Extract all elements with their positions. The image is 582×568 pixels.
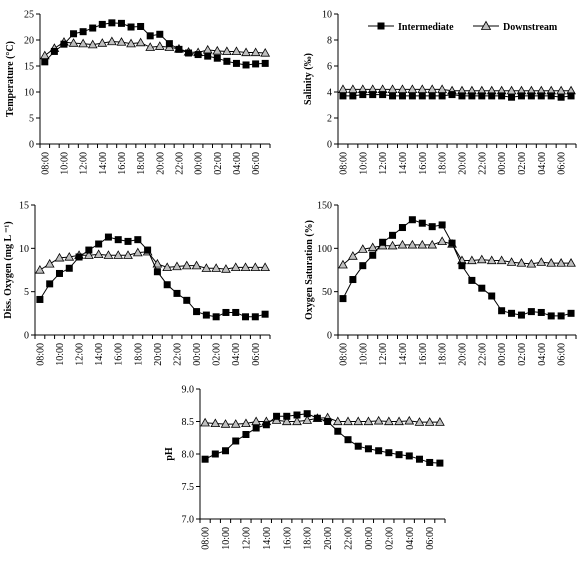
salinity-intermediate-point [548, 92, 555, 99]
oxygen-saturation-intermediate-point [498, 307, 505, 314]
ph-intermediate-point [263, 421, 270, 428]
ph-downstream-point [374, 417, 382, 424]
salinity-intermediate-point [379, 91, 386, 98]
oxygen-saturation-downstream-point [349, 252, 357, 259]
dissolved-oxygen-intermediate-point [164, 281, 171, 288]
oxygen-saturation-intermediate-point [538, 309, 545, 316]
dissolved-oxygen-panel [3, 201, 270, 366]
ph-ytick-label: 7.0 [181, 514, 194, 526]
dissolved-oxygen-xtick-label: 20:00 [152, 343, 164, 366]
salinity-intermediate-point [369, 91, 376, 98]
ph-downstream-point [201, 419, 209, 426]
temperature-intermediate-point [51, 48, 58, 55]
oxygen-saturation-intermediate-point [548, 312, 555, 319]
salinity-intermediate-point [449, 91, 456, 98]
salinity-xtick-label: 06:00 [556, 152, 568, 175]
ph-intermediate-point [355, 443, 362, 450]
ph-intermediate-point [273, 413, 280, 420]
dissolved-oxygen-downstream-point [183, 261, 191, 268]
salinity-xtick-label: 20:00 [457, 152, 469, 175]
oxygen-saturation-xtick-label: 22:00 [477, 343, 489, 366]
ph-xtick-label: 18:00 [302, 527, 314, 550]
ph-intermediate-point [222, 447, 229, 454]
temperature-intermediate-point [80, 28, 87, 35]
ph-ytick-label: 8.5 [181, 417, 194, 428]
salinity-downstream-point [438, 85, 446, 92]
dissolved-oxygen-ytick-label: 5 [24, 287, 29, 299]
oxygen-saturation-intermediate-point [429, 223, 436, 230]
salinity-ytick-label: 8 [327, 35, 332, 47]
temperature-downstream-point [204, 46, 212, 53]
ph-downstream-point [405, 417, 413, 424]
ph-xtick-label: 20:00 [323, 527, 335, 550]
dissolved-oxygen-xtick-label: 12:00 [74, 343, 86, 366]
temperature-xtick-label: 10:00 [59, 152, 71, 175]
temperature-intermediate-point [60, 41, 67, 48]
ph-intermediate-point [293, 412, 300, 419]
dissolved-oxygen-intermediate-point [154, 268, 161, 275]
salinity-downstream-point [398, 85, 406, 92]
ph-xtick-label: 02:00 [384, 527, 396, 550]
legend-downstream-label: Downstream [503, 22, 558, 33]
oxygen-saturation-intermediate-point [528, 308, 535, 315]
oxygen-saturation-ytick-label: 50 [322, 287, 332, 299]
dissolved-oxygen-intermediate-point [95, 241, 102, 248]
oxygen-saturation-intermediate-point [449, 240, 456, 247]
salinity-intermediate-point [339, 92, 346, 99]
ph-panel [164, 385, 445, 550]
dissolved-oxygen-downstream-point [114, 251, 122, 258]
temperature-ytick-label: 5 [29, 113, 34, 125]
ph-intermediate-point [242, 431, 249, 438]
oxygen-saturation-downstream-point [567, 259, 575, 266]
salinity-intermediate-point [389, 92, 396, 99]
temperature-xtick-label: 06:00 [251, 152, 263, 175]
temperature-xtick-label: 12:00 [78, 152, 90, 175]
dissolved-oxygen-xtick-label: 08:00 [35, 343, 47, 366]
dissolved-oxygen-xtick-label: 02:00 [211, 343, 223, 366]
oxygen-saturation-intermediate-point [518, 312, 525, 319]
dissolved-oxygen-downstream-point [45, 260, 53, 267]
oxygen-saturation-downstream-point [557, 259, 565, 266]
salinity-intermediate-point [349, 92, 356, 99]
salinity-intermediate-point [429, 92, 436, 99]
salinity-intermediate-point [419, 92, 426, 99]
oxygen-saturation-xtick-label: 16:00 [417, 343, 429, 366]
temperature-downstream-point [108, 37, 116, 44]
ph-intermediate-point [385, 449, 392, 456]
oxygen-saturation-downstream-line [343, 241, 571, 264]
oxygen-saturation-xtick-label: 08:00 [338, 343, 350, 366]
temperature-xtick-label: 02:00 [212, 152, 224, 175]
ph-intermediate-point [416, 456, 423, 463]
dissolved-oxygen-xtick-label: 00:00 [192, 343, 204, 366]
ph-xtick-label: 06:00 [425, 527, 437, 550]
ph-intermediate-point [436, 460, 443, 467]
temperature-xtick-label: 22:00 [174, 152, 186, 175]
oxygen-saturation-downstream-point [478, 255, 486, 262]
dissolved-oxygen-downstream-point [94, 250, 102, 257]
salinity-ytick-label: 2 [327, 113, 332, 125]
salinity-downstream-point [428, 85, 436, 92]
ph-intermediate-point [304, 410, 311, 417]
ph-intermediate-point [202, 456, 209, 463]
salinity-xtick-label: 02:00 [516, 152, 528, 175]
oxygen-saturation-intermediate-point [359, 262, 366, 269]
salinity-ytick-label: 4 [327, 87, 332, 99]
oxygen-saturation-downstream-point [408, 241, 416, 248]
ph-intermediate-point [253, 425, 260, 432]
oxygen-saturation-xtick-label: 20:00 [457, 343, 469, 366]
ph-xtick-label: 00:00 [363, 527, 375, 550]
temperature-intermediate-point [223, 58, 230, 65]
temperature-intermediate-point [243, 61, 250, 68]
legend-intermediate-label: Intermediate [398, 22, 454, 33]
temperature-panel [5, 10, 270, 175]
salinity-intermediate-point [538, 92, 545, 99]
dissolved-oxygen-intermediate-point [242, 313, 249, 320]
oxygen-saturation-xtick-label: 02:00 [516, 343, 528, 366]
dissolved-oxygen-intermediate-point [193, 308, 200, 315]
ph-xtick-label: 22:00 [343, 527, 355, 550]
dissolved-oxygen-ytick-label: 0 [24, 330, 29, 342]
oxygen-saturation-intermediate-point [419, 220, 426, 227]
ph-ylabel: pH [164, 447, 175, 461]
dissolved-oxygen-intermediate-point [66, 265, 73, 272]
salinity-xtick-label: 14:00 [397, 152, 409, 175]
salinity-xtick-label: 04:00 [536, 152, 548, 175]
temperature-ylabel: Temperature (°C) [5, 41, 16, 117]
salinity-downstream-point [388, 85, 396, 92]
ph-intermediate-point [232, 438, 239, 445]
oxygen-saturation-ylabel: Oxygen Saturation (%) [304, 220, 315, 320]
dissolved-oxygen-intermediate-point [125, 238, 132, 245]
temperature-ytick-label: 20 [24, 35, 34, 47]
temperature-intermediate-point [156, 31, 163, 38]
ph-intermediate-point [212, 451, 219, 458]
oxygen-saturation-xtick-label: 12:00 [378, 343, 390, 366]
ph-intermediate-point [345, 436, 352, 443]
temperature-intermediate-point [147, 32, 154, 39]
ph-xtick-label: 14:00 [261, 527, 273, 550]
salinity-xtick-label: 12:00 [378, 152, 390, 175]
ph-intermediate-point [396, 451, 403, 458]
dissolved-oxygen-ytick-label: 10 [19, 243, 29, 255]
salinity-ytick-label: 10 [322, 9, 332, 21]
dissolved-oxygen-intermediate-point [262, 311, 269, 318]
salinity-intermediate-point [498, 92, 505, 99]
temperature-intermediate-point [128, 24, 135, 31]
salinity-xtick-label: 10:00 [358, 152, 370, 175]
temperature-xtick-label: 16:00 [116, 152, 128, 175]
ph-intermediate-point [334, 428, 341, 435]
oxygen-saturation-downstream-point [398, 241, 406, 248]
temperature-intermediate-point [214, 55, 221, 62]
temperature-intermediate-point [41, 58, 48, 65]
temperature-intermediate-point [99, 21, 106, 28]
oxygen-saturation-intermediate-point [379, 239, 386, 246]
oxygen-saturation-intermediate-point [389, 232, 396, 239]
temperature-xtick-label: 18:00 [136, 152, 148, 175]
salinity-xtick-label: 22:00 [477, 152, 489, 175]
dissolved-oxygen-downstream-point [212, 264, 220, 271]
salinity-ylabel: Salinity (‰) [303, 53, 314, 105]
dissolved-oxygen-intermediate-point [46, 280, 53, 287]
temperature-ytick-label: 15 [24, 61, 34, 73]
dissolved-oxygen-downstream-point [192, 261, 200, 268]
temperature-intermediate-point [185, 50, 192, 57]
ph-xtick-label: 04:00 [404, 527, 416, 550]
oxygen-saturation-intermediate-point [568, 310, 575, 317]
ph-intermediate-point [365, 445, 372, 452]
oxygen-saturation-intermediate-point [369, 252, 376, 259]
temperature-xtick-label: 00:00 [193, 152, 205, 175]
salinity-xtick-label: 18:00 [437, 152, 449, 175]
temperature-downstream-point [41, 51, 49, 58]
temperature-ytick-label: 25 [24, 9, 34, 21]
ph-intermediate-point [426, 459, 433, 466]
salinity-intermediate-point [478, 92, 485, 99]
salinity-xtick-label: 08:00 [338, 152, 350, 175]
oxygen-saturation-xtick-label: 10:00 [358, 343, 370, 366]
salinity-intermediate-point [528, 92, 535, 99]
temperature-ytick-label: 0 [29, 139, 34, 151]
oxygen-saturation-intermediate-point [339, 295, 346, 302]
salinity-intermediate-point [508, 94, 515, 101]
salinity-downstream-point [349, 85, 357, 92]
ph-intermediate-point [324, 418, 331, 425]
oxygen-saturation-downstream-point [418, 241, 426, 248]
oxygen-saturation-downstream-point [438, 237, 446, 244]
dissolved-oxygen-intermediate-point [222, 309, 229, 316]
oxygen-saturation-intermediate-point [439, 221, 446, 228]
temperature-xtick-label: 08:00 [40, 152, 52, 175]
dissolved-oxygen-intermediate-line [40, 237, 265, 317]
oxygen-saturation-intermediate-point [468, 277, 475, 284]
oxygen-saturation-xtick-label: 18:00 [437, 343, 449, 366]
temperature-downstream-point [136, 38, 144, 45]
dissolved-oxygen-intermediate-point [213, 313, 220, 320]
ph-intermediate-point [375, 447, 382, 454]
dissolved-oxygen-intermediate-point [76, 254, 83, 261]
salinity-intermediate-point [399, 92, 406, 99]
salinity-intermediate-point [488, 92, 495, 99]
dissolved-oxygen-ytick-label: 15 [19, 200, 29, 212]
ph-xtick-label: 16:00 [282, 527, 294, 550]
dissolved-oxygen-intermediate-point [105, 234, 112, 241]
salinity-ytick-label: 0 [327, 139, 332, 151]
temperature-xtick-label: 14:00 [97, 152, 109, 175]
oxygen-saturation-intermediate-point [349, 276, 356, 283]
legend-intermediate-marker [378, 23, 385, 30]
temperature-intermediate-point [233, 60, 240, 67]
dissolved-oxygen-xtick-label: 10:00 [54, 343, 66, 366]
salinity-xtick-label: 00:00 [497, 152, 509, 175]
oxygen-saturation-xtick-label: 00:00 [497, 343, 509, 366]
dissolved-oxygen-intermediate-point [85, 247, 92, 254]
dissolved-oxygen-intermediate-point [144, 247, 151, 254]
oxygen-saturation-ytick-label: 0 [327, 330, 332, 342]
salinity-intermediate-point [468, 92, 475, 99]
dissolved-oxygen-xtick-label: 22:00 [172, 343, 184, 366]
oxygen-saturation-intermediate-line [343, 220, 571, 316]
temperature-intermediate-point [89, 25, 96, 32]
dissolved-oxygen-intermediate-point [134, 236, 141, 243]
ph-xtick-label: 10:00 [221, 527, 233, 550]
dissolved-oxygen-intermediate-point [56, 270, 63, 277]
temperature-downstream-line [45, 42, 265, 56]
dissolved-oxygen-xtick-label: 16:00 [113, 343, 125, 366]
salinity-panel [303, 10, 576, 175]
oxygen-saturation-intermediate-point [558, 312, 565, 319]
oxygen-saturation-intermediate-point [508, 310, 515, 317]
salinity-intermediate-point [568, 92, 575, 99]
ph-intermediate-point [283, 413, 290, 420]
temperature-ytick-label: 10 [24, 87, 34, 99]
salinity-intermediate-point [558, 94, 565, 101]
ph-xtick-label: 12:00 [241, 527, 253, 550]
oxygen-saturation-ytick-label: 100 [317, 243, 332, 255]
salinity-downstream-point [408, 85, 416, 92]
legend [368, 22, 558, 34]
oxygen-saturation-intermediate-point [478, 285, 485, 292]
ph-intermediate-point [314, 415, 321, 422]
salinity-downstream-line [343, 89, 571, 90]
salinity-xtick-label: 16:00 [417, 152, 429, 175]
oxygen-saturation-intermediate-point [409, 216, 416, 223]
temperature-intermediate-line [45, 23, 265, 65]
salinity-intermediate-point [359, 91, 366, 98]
salinity-intermediate-point [458, 92, 465, 99]
temperature-downstream-point [156, 42, 164, 49]
oxygen-saturation-xtick-label: 04:00 [536, 343, 548, 366]
dissolved-oxygen-xtick-label: 14:00 [94, 343, 106, 366]
ph-ytick-label: 9.0 [181, 384, 194, 396]
dissolved-oxygen-ylabel: Diss. Oxygen (mg L ⁻¹) [3, 221, 14, 319]
salinity-downstream-point [418, 85, 426, 92]
ph-xtick-label: 08:00 [200, 527, 212, 550]
oxygen-saturation-intermediate-point [488, 293, 495, 300]
oxygen-saturation-downstream-point [537, 258, 545, 265]
ph-ytick-label: 7.5 [181, 482, 194, 493]
oxygen-saturation-ytick-label: 150 [317, 200, 332, 212]
temperature-intermediate-point [204, 53, 211, 60]
salinity-intermediate-point [409, 92, 416, 99]
temperature-intermediate-point [166, 40, 173, 47]
dissolved-oxygen-intermediate-point [115, 236, 122, 243]
oxygen-saturation-xtick-label: 14:00 [397, 343, 409, 366]
dissolved-oxygen-downstream-point [36, 266, 44, 273]
temperature-xtick-label: 04:00 [231, 151, 243, 175]
dissolved-oxygen-intermediate-point [232, 309, 239, 316]
dissolved-oxygen-intermediate-point [252, 313, 259, 320]
dissolved-oxygen-xtick-label: 06:00 [250, 343, 262, 366]
oxygen-saturation-panel [304, 201, 576, 366]
temperature-intermediate-point [262, 60, 269, 67]
oxygen-saturation-xtick-label: 06:00 [556, 343, 568, 366]
dissolved-oxygen-xtick-label: 18:00 [133, 343, 145, 366]
oxygen-saturation-intermediate-point [399, 224, 406, 231]
temperature-intermediate-point [118, 20, 125, 27]
dissolved-oxygen-intermediate-point [183, 297, 190, 304]
oxygen-saturation-downstream-point [497, 256, 505, 263]
temperature-intermediate-point [108, 19, 115, 26]
dissolved-oxygen-xtick-label: 04:00 [231, 343, 243, 366]
dissolved-oxygen-intermediate-point [173, 290, 180, 297]
salinity-intermediate-line [343, 95, 571, 98]
temperature-intermediate-point [252, 60, 259, 67]
ph-ytick-label: 8.0 [181, 449, 194, 461]
salinity-downstream-point [339, 85, 347, 92]
ph-intermediate-point [406, 452, 413, 459]
temperature-intermediate-point [70, 30, 77, 37]
ph-downstream-line [205, 418, 440, 425]
temperature-xtick-label: 20:00 [155, 152, 167, 175]
salinity-intermediate-point [439, 92, 446, 99]
temperature-intermediate-point [175, 46, 182, 53]
temperature-intermediate-point [137, 23, 144, 30]
oxygen-saturation-intermediate-point [458, 262, 465, 269]
dissolved-oxygen-intermediate-point [203, 312, 210, 319]
salinity-intermediate-point [518, 92, 525, 99]
salinity-ytick-label: 6 [327, 61, 332, 73]
dissolved-oxygen-intermediate-point [36, 296, 43, 303]
temperature-intermediate-point [195, 51, 202, 58]
